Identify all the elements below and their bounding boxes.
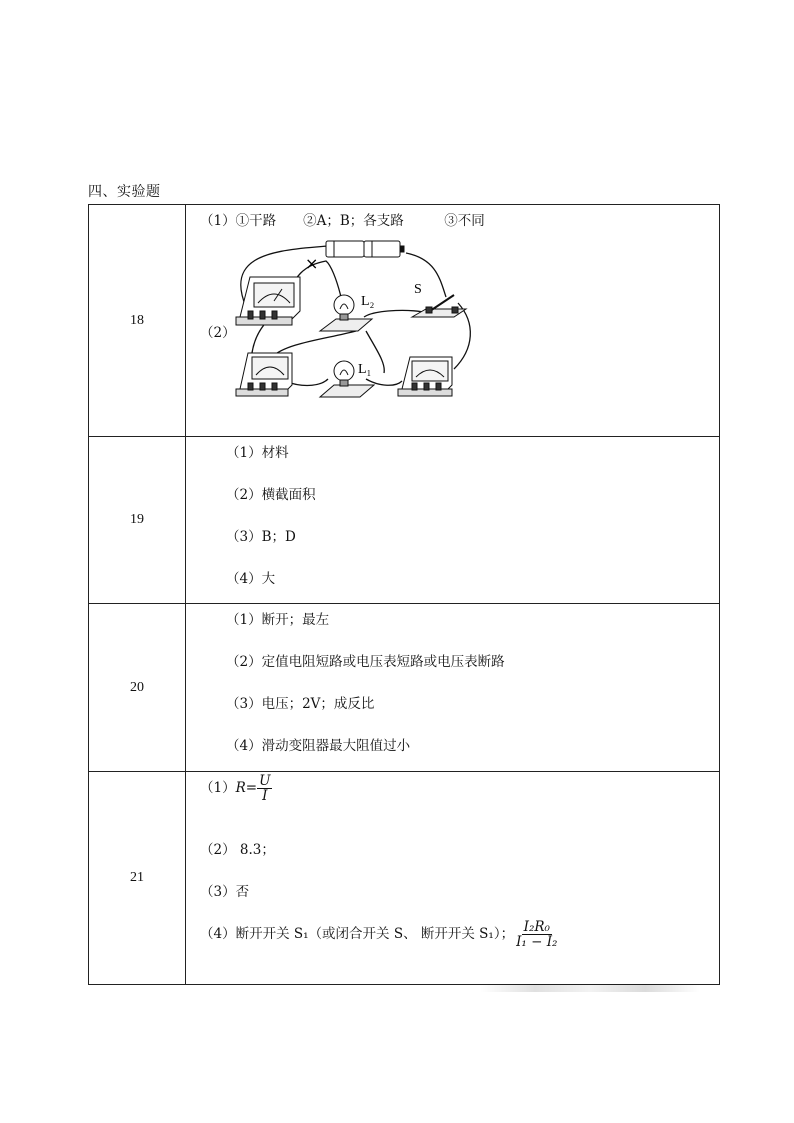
- ammeter-bottom-right: [398, 357, 452, 396]
- table-row: [89, 205, 720, 437]
- bulb-l2-label: L₂: [361, 294, 375, 309]
- answer-line: （2）定值电阻短路或电压表短路或电压表断路: [226, 654, 505, 670]
- question-number: 20: [89, 604, 186, 772]
- fraction-i2r0: $\frac{\text{I₂R₀}}{\text{I₁ − I₂}}$: [516, 919, 558, 951]
- table-row: [89, 437, 720, 604]
- answer-cell: [186, 437, 720, 604]
- answer-line: [200, 920, 559, 949]
- answer-line: （3）电压；2V；成反比: [226, 696, 375, 712]
- item4-text: （4）断开开关 S₁（或闭合开关 S、 断开开关 S₁）；: [200, 926, 515, 943]
- bulb-l1-label: L₁: [358, 362, 372, 377]
- answer-line: （2） 8.3；: [200, 842, 275, 858]
- battery: [326, 241, 404, 257]
- section-title: 四、实验题: [88, 184, 161, 200]
- table-row: [89, 772, 720, 985]
- answer-line: （1）①干路 ②A；B；各支路 ③不同: [200, 213, 485, 229]
- question-number: 21: [89, 772, 186, 985]
- answer-cell: [186, 772, 720, 985]
- answer-line: （1）断开；最左: [226, 612, 330, 628]
- scan-artifact: [480, 984, 700, 992]
- ammeter-top: [236, 277, 300, 325]
- circuit-diagram: [226, 239, 486, 399]
- table-row: [89, 604, 720, 772]
- answer-line: （3）B；D: [226, 529, 296, 545]
- answer-table: [88, 204, 720, 985]
- answer-line: （2）横截面积: [226, 487, 316, 503]
- cross-mark: ×: [305, 254, 319, 273]
- answer-line: （1）材料: [226, 445, 289, 461]
- answer-cell: [186, 205, 720, 437]
- answer-cell: [186, 604, 720, 772]
- switch: [412, 295, 466, 317]
- answer-line: （2）: [200, 325, 236, 341]
- question-number: 18: [89, 205, 186, 437]
- switch-label: S: [414, 282, 422, 297]
- answer-line: [200, 774, 272, 803]
- answer-line: （3）否: [200, 884, 250, 900]
- answer-line: （4）滑动变阻器最大阻值过小: [226, 738, 411, 754]
- voltmeter-bottom-left: [236, 353, 292, 396]
- formula-lhs: R=: [235, 780, 258, 797]
- question-number: 19: [89, 437, 186, 604]
- item-prefix: （1）: [200, 780, 236, 797]
- answer-line: （4）大: [226, 571, 276, 587]
- fraction-u-over-i: $\frac{U}{I}$: [259, 773, 271, 805]
